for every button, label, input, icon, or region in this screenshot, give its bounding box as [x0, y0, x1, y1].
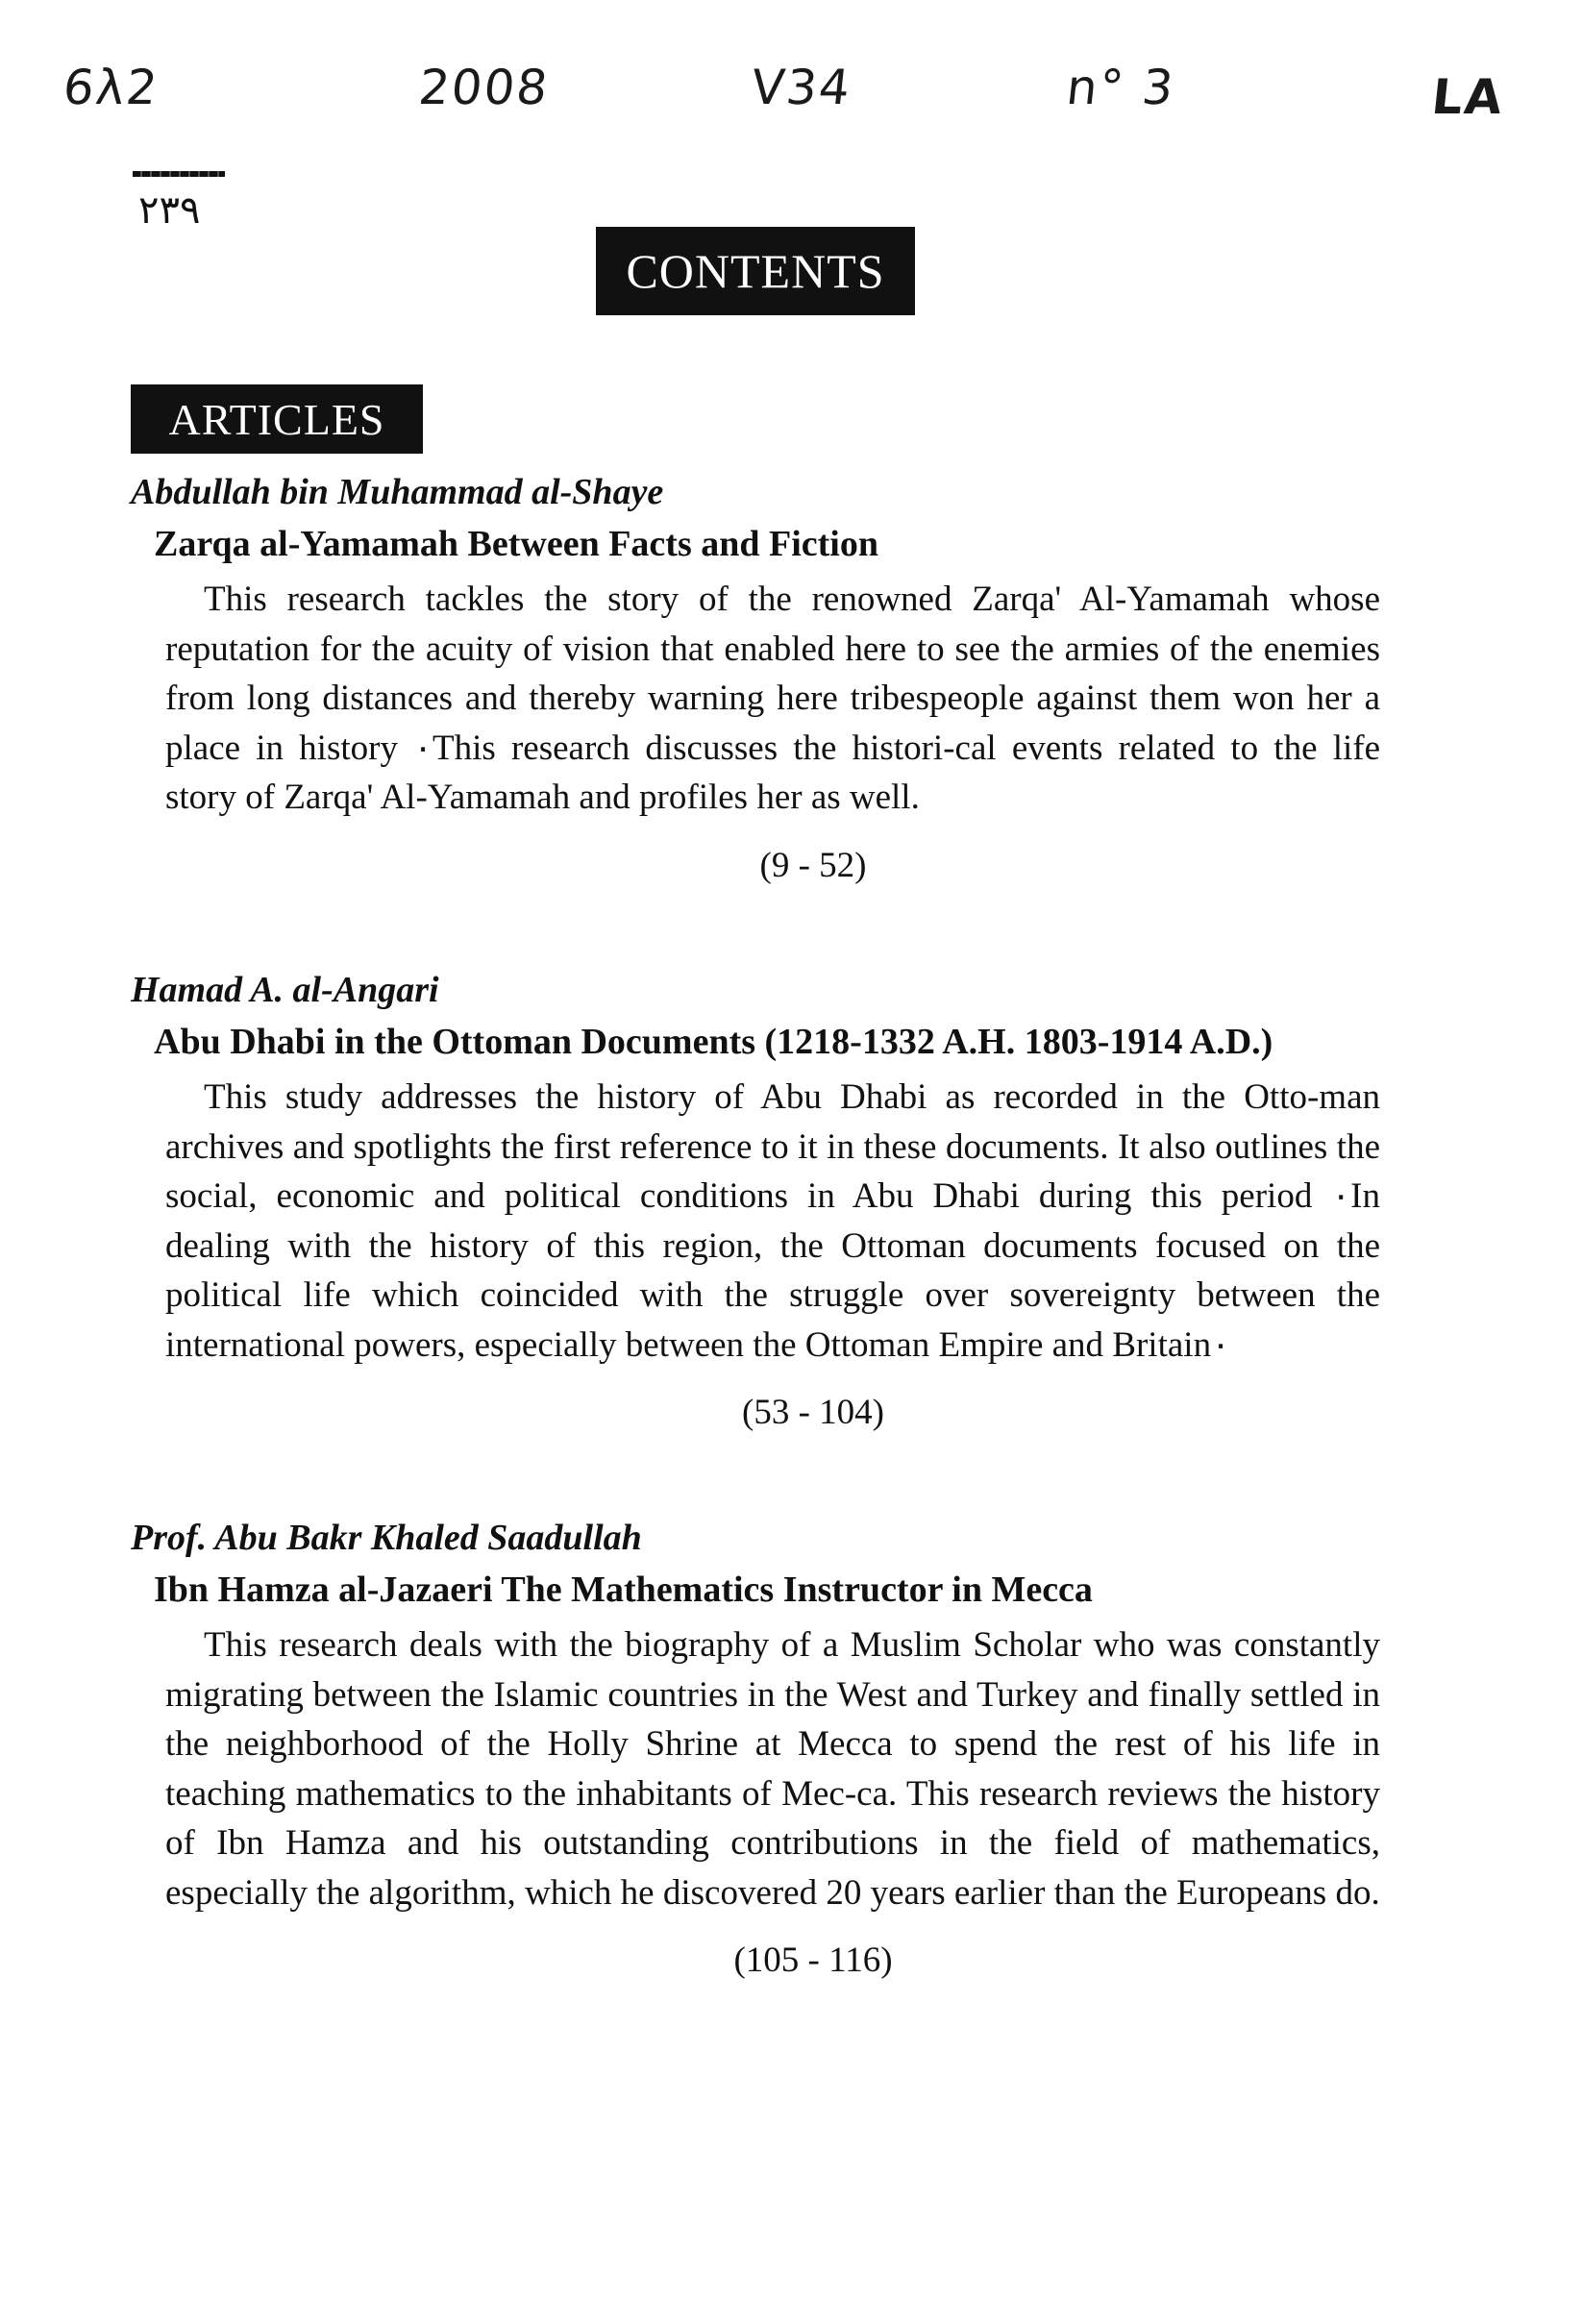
article-title: Zarqa al-Yamamah Between Facts and Fiction: [154, 524, 878, 564]
article-abstract: This research deals with the biography of a Muslim Scholar who was constantly migrating between the Islamic countries in the West and Turkey and finally settled in the neighborhood of the Holly Shrine at Mecca to spend the rest of his life in teaching mathematics to the inhabitants of Mec-ca. This research reviews the history of Ibn Hamza and his outstanding contributions in the field of mathematics, especially the algorithm, which he discovered 20 years earlier than the Europeans do.: [165, 1625, 1380, 1913]
section-heading: [131, 384, 423, 454]
handwritten-mark: V34: [748, 60, 854, 115]
article-entry: [131, 1513, 1380, 1985]
article-entry: [131, 965, 1380, 1437]
article-entry: [131, 467, 1380, 890]
page-number: ٢٣٩: [138, 188, 201, 233]
article-title: Ibn Hamza al-Jazaeri The Mathematics Instructor in Mecca: [154, 1570, 1093, 1610]
handwritten-mark: 2008: [415, 60, 553, 115]
article-author: Prof. Abu Bakr Khaled Saadullah: [131, 1518, 642, 1558]
article-abstract: This research tackles the story of the renowned Zarqa' Al-Yamamah whose reputation for the acuity of vision that enabled here to see the armies of the enemies from long distances and thereby warning here tribespeople against them won her a place in history ٠This research discusses the histori-cal events related to the life story of Zarqa' Al-Yamamah and profiles her as well.: [165, 580, 1380, 817]
contents-heading-text: CONTENTS: [626, 244, 885, 298]
article-abstract: This study addresses the history of Abu Dhabi as recorded in the Otto-man archives and spotlights the first reference to it in these documents. It also outlines the social, economic and political conditions in Abu Dhabi during this period ٠In dealing with the history of this region, the Ottoman documents focused on the political life which coincided with the struggle over sovereignty between the international powers, especially between the Ottoman Empire and Britain٠: [165, 1077, 1380, 1365]
decorative-rule: [133, 171, 225, 177]
section-heading-text: ARTICLES: [168, 394, 385, 444]
article-pages: (9 - 52): [759, 845, 867, 885]
article-pages: (105 - 116): [733, 1941, 893, 1980]
article-author: Hamad A. al-Angari: [131, 970, 439, 1010]
article-pages: (53 - 104): [742, 1393, 884, 1432]
article-author: Abdullah bin Muhammad al-Shaye: [131, 472, 664, 512]
handwritten-mark: 6λ2: [60, 60, 162, 115]
contents-heading: [596, 227, 915, 315]
handwritten-mark: LA: [1428, 69, 1507, 125]
handwritten-mark: n° 3: [1063, 60, 1178, 115]
article-title: Abu Dhabi in the Ottoman Documents (1218-1332 A.H. 1803-1914 A.D.): [154, 1022, 1273, 1062]
